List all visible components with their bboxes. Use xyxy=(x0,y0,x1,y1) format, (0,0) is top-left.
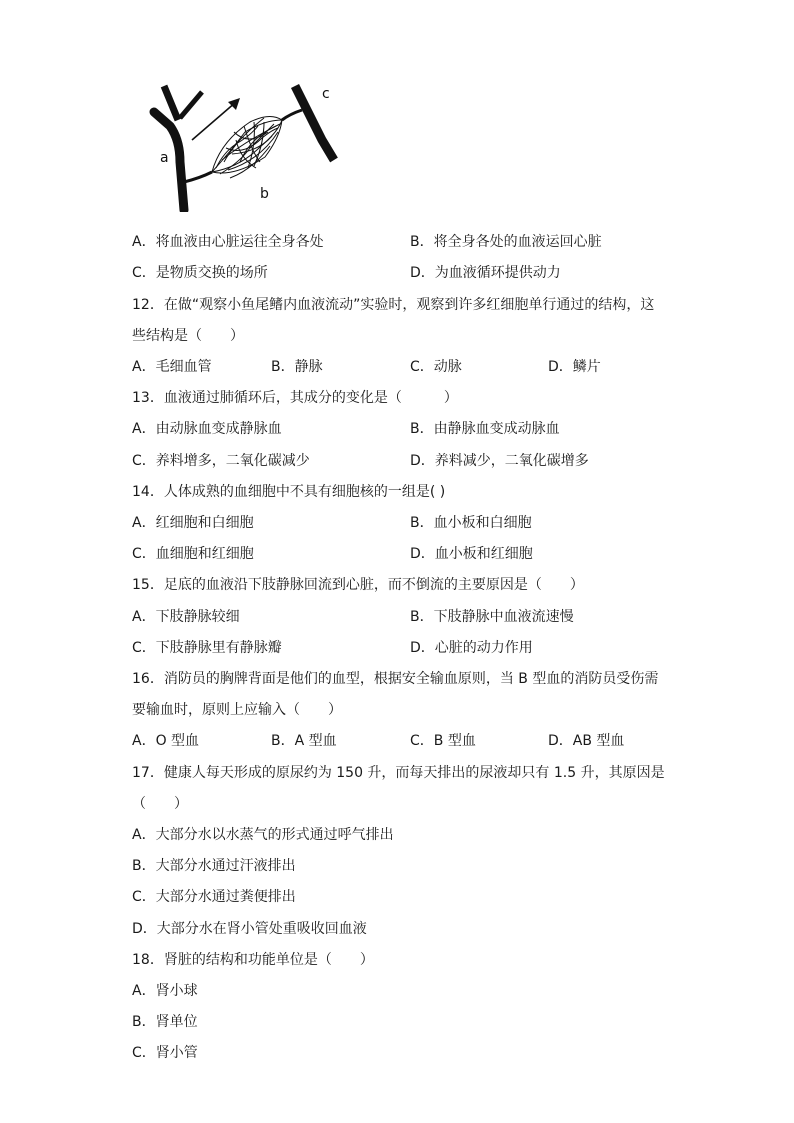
q12-option-c: C．动脉 xyxy=(410,359,462,375)
q15-option-a: A．下肢静脉较细 xyxy=(132,609,240,625)
q13-option-b: B．由静脉血变成动脉血 xyxy=(410,421,560,437)
q15-option-b: B．下肢静脉中血液流速慢 xyxy=(410,609,574,625)
q18-option-b: B．肾单位 xyxy=(132,1014,198,1030)
q11-option-a: A．将血液由心脏运往全身各处 xyxy=(132,234,324,250)
q13-stem: 13．血液通过肺循环后，其成分的变化是（ ） xyxy=(132,390,458,406)
q16-option-a: A．O 型血 xyxy=(132,733,200,749)
q11-option-d: D．为血液循环提供动力 xyxy=(410,265,561,281)
q17-option-d: D．大部分水在肾小管处重吸收回血液 xyxy=(132,921,367,937)
q15-option-c: C．下肢静脉里有静脉瓣 xyxy=(132,640,282,656)
label-c: c xyxy=(322,86,330,102)
q18-stem: 18．肾脏的结构和功能单位是（ ） xyxy=(132,952,374,968)
q16-stem-line1: 16．消防员的胸牌背面是他们的血型，根据安全输血原则，当 B 型血的消防员受伤需 xyxy=(132,671,659,687)
q16-option-d: D．AB 型血 xyxy=(548,733,625,749)
q13-option-a: A．由动脉血变成静脉血 xyxy=(132,421,282,437)
q11-option-c: C．是物质交换的场所 xyxy=(132,265,268,281)
q14-option-c: C．血细胞和红细胞 xyxy=(132,546,254,562)
q14-option-d: D．血小板和红细胞 xyxy=(410,546,533,562)
label-a: a xyxy=(160,150,169,166)
q15-stem: 15．足底的血液沿下肢静脉回流到心脏，而不倒流的主要原因是（ ） xyxy=(132,577,584,593)
q17-stem-line2: （ ） xyxy=(132,796,188,812)
q17-option-c: C．大部分水通过粪便排出 xyxy=(132,889,296,905)
q18-option-c: C．肾小管 xyxy=(132,1045,198,1061)
q14-option-b: B．血小板和白细胞 xyxy=(410,515,532,531)
q16-option-b: B．A 型血 xyxy=(271,733,337,749)
blood-vessel-diagram xyxy=(140,82,350,212)
q13-option-c: C．养料增多，二氧化碳减少 xyxy=(132,453,310,469)
q16-option-c: C．B 型血 xyxy=(410,733,476,749)
q11-option-b: B．将全身各处的血液运回心脏 xyxy=(410,234,602,250)
q13-option-d: D．养料减少，二氧化碳增多 xyxy=(410,453,589,469)
q17-stem-line1: 17．健康人每天形成的原尿约为 150 升，而每天排出的尿液却只有 1.5 升，其原因是 xyxy=(132,765,665,781)
q17-option-a: A．大部分水以水蒸气的形式通过呼气排出 xyxy=(132,827,394,843)
q12-stem-line2: 些结构是（ ） xyxy=(132,328,244,344)
q12-stem-line1: 12．在做“观察小鱼尾鳍内血液流动”实验时，观察到许多红细胞单行通过的结构，这 xyxy=(132,297,655,313)
q18-option-a: A．肾小球 xyxy=(132,983,198,999)
q17-option-b: B．大部分水通过汗液排出 xyxy=(132,858,296,874)
q12-option-d: D．鳞片 xyxy=(548,359,601,375)
q16-stem-line2: 要输血时，原则上应输入（ ） xyxy=(132,702,342,718)
label-b: b xyxy=(260,186,269,202)
q12-option-b: B．静脉 xyxy=(271,359,323,375)
q14-stem: 14．人体成熟的血细胞中不具有细胞核的一组是( ) xyxy=(132,484,446,500)
q12-option-a: A．毛细血管 xyxy=(132,359,212,375)
q15-option-d: D．心脏的动力作用 xyxy=(410,640,533,656)
q14-option-a: A．红细胞和白细胞 xyxy=(132,515,254,531)
